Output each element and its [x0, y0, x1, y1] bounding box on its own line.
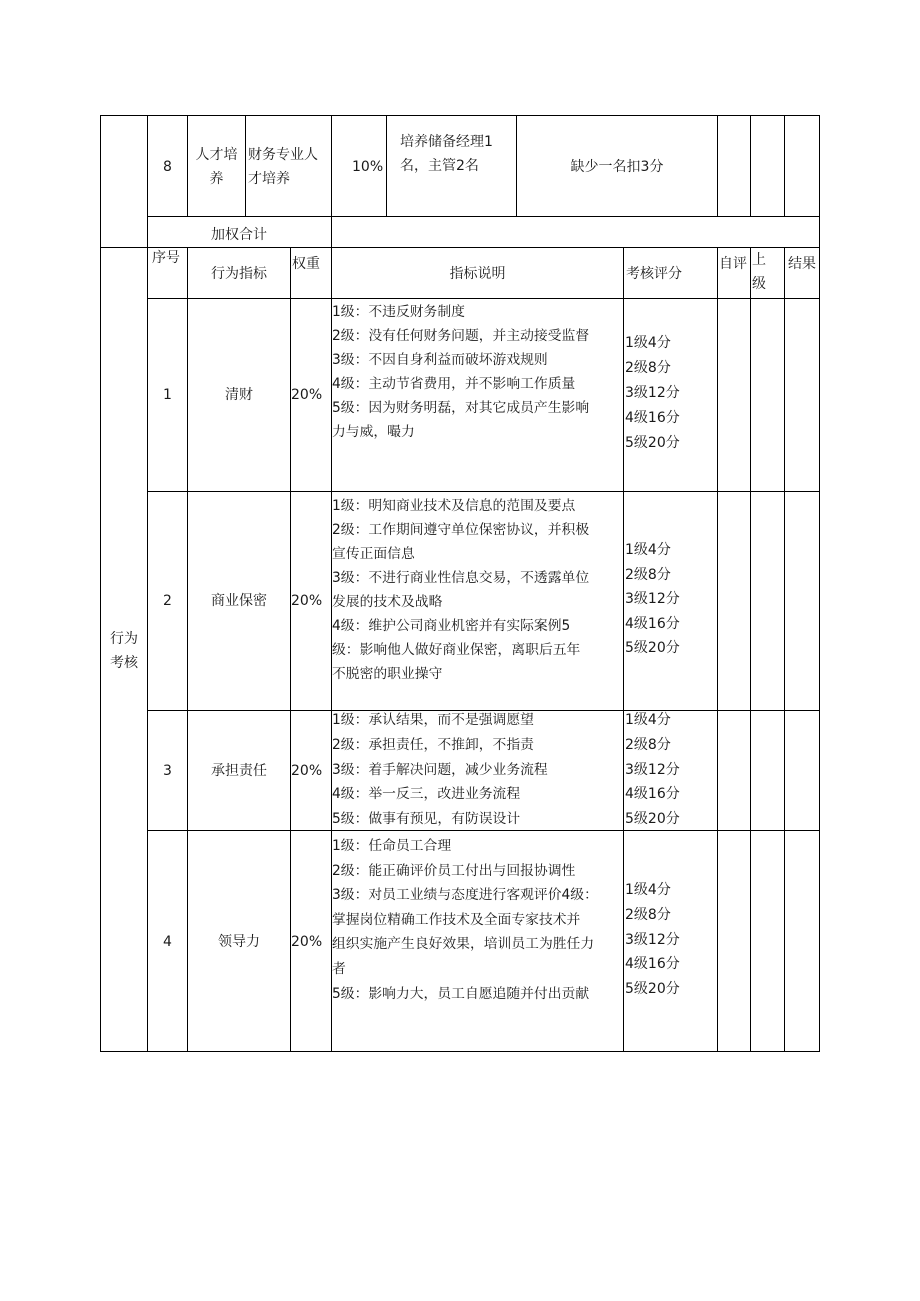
grid-line [147, 298, 820, 299]
top-row-subitem: 财务专业人 才培养 [248, 147, 318, 187]
header-scoring: 考核评分 [626, 266, 682, 282]
grid-line [100, 247, 820, 248]
row-weight: 20% [291, 934, 323, 950]
grid-line [784, 115, 785, 217]
row-description: 1级：承认结果，而不是强调愿望 2级：承担责任，不推卸，不指责 3级：着手解决问题，减少业务流程 4级：举一反三，改进业务流程 5级：做事有预见，有防误设计 [332, 712, 548, 828]
grid-line [750, 247, 751, 1052]
grid-line [100, 1051, 820, 1052]
top-row-scoring: 缺少一名扣3分 [570, 159, 664, 175]
row-indicator: 商业保密 [211, 593, 267, 609]
header-superior: 上 级 [752, 252, 766, 292]
row-description: 1级：任命员工合理 2级：能正确评价员工付出与回报协调性 3级：对员工业绩与态度进行客观评价4级： 掌握岗位精确工作技术及全面专家技术并 组织实施产生良好效果，培训员工为胜任力 者 5级：影响力大，员工自愿追随并付出贡献 [332, 838, 598, 1002]
grid-line [717, 115, 718, 217]
grid-line [784, 247, 785, 1052]
grid-line [100, 115, 101, 1052]
grid-line [147, 216, 820, 217]
top-row-weight: 10% [352, 159, 384, 175]
row-scoring: 1级4分 2级8分 3级12分 4级16分 5级20分 [625, 882, 680, 998]
grid-line [147, 491, 820, 492]
header-result: 结果 [788, 256, 816, 272]
weighted-total-label: 加权合计 [211, 227, 267, 243]
row-weight: 20% [291, 387, 323, 403]
row-indicator: 承担责任 [211, 763, 267, 779]
top-row-target: 培养储备经理1 名，主管2名 [400, 134, 493, 174]
grid-line [819, 115, 820, 1052]
section-label: 行为 考核 [110, 631, 138, 671]
row-weight: 20% [291, 593, 323, 609]
grid-line [750, 115, 751, 217]
row-scoring: 1级4分 2级8分 3级12分 4级16分 5级20分 [625, 712, 680, 828]
row-seq: 2 [163, 593, 172, 609]
row-indicator: 领导力 [218, 934, 260, 950]
row-seq: 4 [163, 934, 172, 950]
grid-line [100, 115, 820, 116]
header-indicator: 行为指标 [211, 266, 267, 282]
row-seq: 1 [163, 387, 172, 403]
header-seq: 序号 [152, 250, 180, 266]
row-scoring: 1级4分 2级8分 3级12分 4级16分 5级20分 [625, 335, 680, 451]
top-row-indicator: 人才培 养 [195, 147, 238, 187]
grid-line [147, 115, 148, 1052]
grid-line [245, 115, 246, 217]
header-self: 自评 [719, 256, 747, 272]
row-seq: 3 [163, 763, 172, 779]
row-indicator: 清财 [225, 387, 253, 403]
row-description: 1级：不违反财务制度 2级：没有任何财务问题，并主动接受监督 3级：不因自身利益而破坏游戏规则 4级：主动节省费用，并不影响工作质量 5级：因为财务明磊，对其它成员产生影响 力与威，嘬力 [332, 304, 590, 440]
row-description: 1级：明知商业技术及信息的范围及要点 2级：工作期间遵守单位保密协议，并积极 宣传正面信息 3级：不进行商业性信息交易，不透露单位 发展的技术及战略 4级：维护公司商业机密并有实际案例5 级：影响他人做好商业保密，离职后五年 不脱密的职业操守 [332, 498, 590, 682]
top-row-seq: 8 [163, 159, 172, 175]
grid-line [386, 115, 387, 217]
row-scoring: 1级4分 2级8分 3级12分 4级16分 5级20分 [625, 542, 680, 656]
grid-line [717, 247, 718, 1052]
header-description: 指标说明 [449, 266, 506, 282]
grid-line [623, 247, 624, 1052]
header-weight: 权重 [292, 256, 320, 272]
row-weight: 20% [291, 763, 323, 779]
